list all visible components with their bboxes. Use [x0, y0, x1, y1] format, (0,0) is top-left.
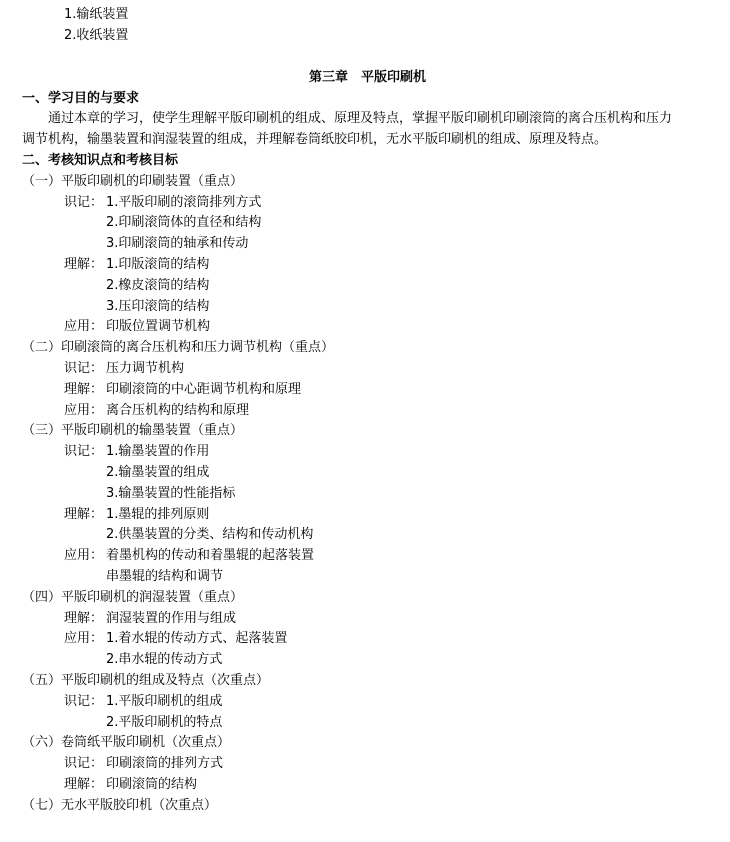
- list-item: 3.印刷滚筒的轴承和传动: [106, 236, 249, 251]
- list-item: 1.着水辊的传动方式、起落装置: [106, 631, 288, 646]
- label-lijie: 理解：: [64, 507, 104, 522]
- list-item: 2.输墨装置的组成: [106, 465, 210, 480]
- paragraph-line: 调节机构，输墨装置和润湿装置的组成，并理解卷筒纸胶印机，无水平版印刷机的组成、原理及特点。: [22, 132, 608, 147]
- list-item: 1.输墨装置的作用: [106, 444, 210, 459]
- list-item: 1.平版印刷机的组成: [106, 694, 223, 709]
- list-item: 3.压印滚筒的结构: [106, 299, 210, 314]
- list-item: 压力调节机构: [106, 361, 185, 376]
- list-item: 印版位置调节机构: [106, 319, 211, 334]
- topic-title: （三）平版印刷机的输墨装置（重点）: [22, 423, 244, 438]
- label-yingyong: 应用：: [64, 631, 104, 646]
- topic-title: （二）印刷滚筒的离合压机构和压力调节机构（重点）: [22, 340, 335, 355]
- label-shiji: 识记：: [64, 361, 104, 376]
- list-item: 1.墨辊的排列原则: [106, 507, 210, 522]
- topic-title: （五）平版印刷机的组成及特点（次重点）: [22, 673, 270, 688]
- list-item: 印刷滚筒的排列方式: [106, 756, 224, 771]
- list-item: 着墨机构的传动和着墨辊的起落装置: [106, 548, 315, 563]
- label-yingyong: 应用：: [64, 548, 104, 563]
- list-item: 2.平版印刷机的特点: [106, 715, 223, 730]
- label-yingyong: 应用：: [64, 403, 104, 418]
- list-item: 印刷滚筒的结构: [106, 777, 198, 792]
- label-shiji: 识记：: [64, 694, 104, 709]
- label-shiji: 识记：: [64, 756, 104, 771]
- list-item: 2.印刷滚筒体的直径和结构: [106, 215, 262, 230]
- topic-title: （七）无水平版胶印机（次重点）: [22, 798, 218, 813]
- list-item: 印刷滚筒的中心距调节机构和原理: [106, 382, 302, 397]
- label-lijie: 理解：: [64, 611, 104, 626]
- list-item: 离合压机构的结构和原理: [106, 403, 250, 418]
- topic-title: （四）平版印刷机的润湿装置（重点）: [22, 590, 244, 605]
- topic-title: （一）平版印刷机的印刷装置（重点）: [22, 174, 244, 189]
- label-shiji: 识记：: [64, 444, 104, 459]
- list-item: 串墨辊的结构和调节: [106, 569, 224, 584]
- list-item: 1.输纸装置: [64, 7, 129, 22]
- list-item: 2.收纸装置: [64, 28, 129, 43]
- label-lijie: 理解：: [64, 382, 104, 397]
- list-item: 1.印版滚筒的结构: [106, 257, 210, 272]
- list-item: 2.串水辊的传动方式: [106, 652, 223, 667]
- list-item: 2.橡皮滚筒的结构: [106, 278, 210, 293]
- label-lijie: 理解：: [64, 257, 104, 272]
- label-shiji: 识记：: [64, 195, 104, 210]
- list-item: 1.平版印刷的滚筒排列方式: [106, 195, 262, 210]
- list-item: 3.输墨装置的性能指标: [106, 486, 236, 501]
- label-lijie: 理解：: [64, 777, 104, 792]
- paragraph-line: 通过本章的学习，使学生理解平版印刷机的组成、原理及特点，掌握平版印刷机印刷滚筒的离合压机构和压力: [48, 111, 673, 126]
- list-item: 2.供墨装置的分类、结构和传动机构: [106, 527, 314, 542]
- chapter-title: 第三章 平版印刷机: [309, 70, 427, 85]
- label-yingyong: 应用：: [64, 319, 104, 334]
- section-heading: 一、学习目的与要求: [22, 91, 140, 106]
- list-item: 润湿装置的作用与组成: [106, 611, 237, 626]
- topic-title: （六）卷筒纸平版印刷机（次重点）: [22, 735, 231, 750]
- section-heading: 二、考核知识点和考核目标: [22, 153, 179, 168]
